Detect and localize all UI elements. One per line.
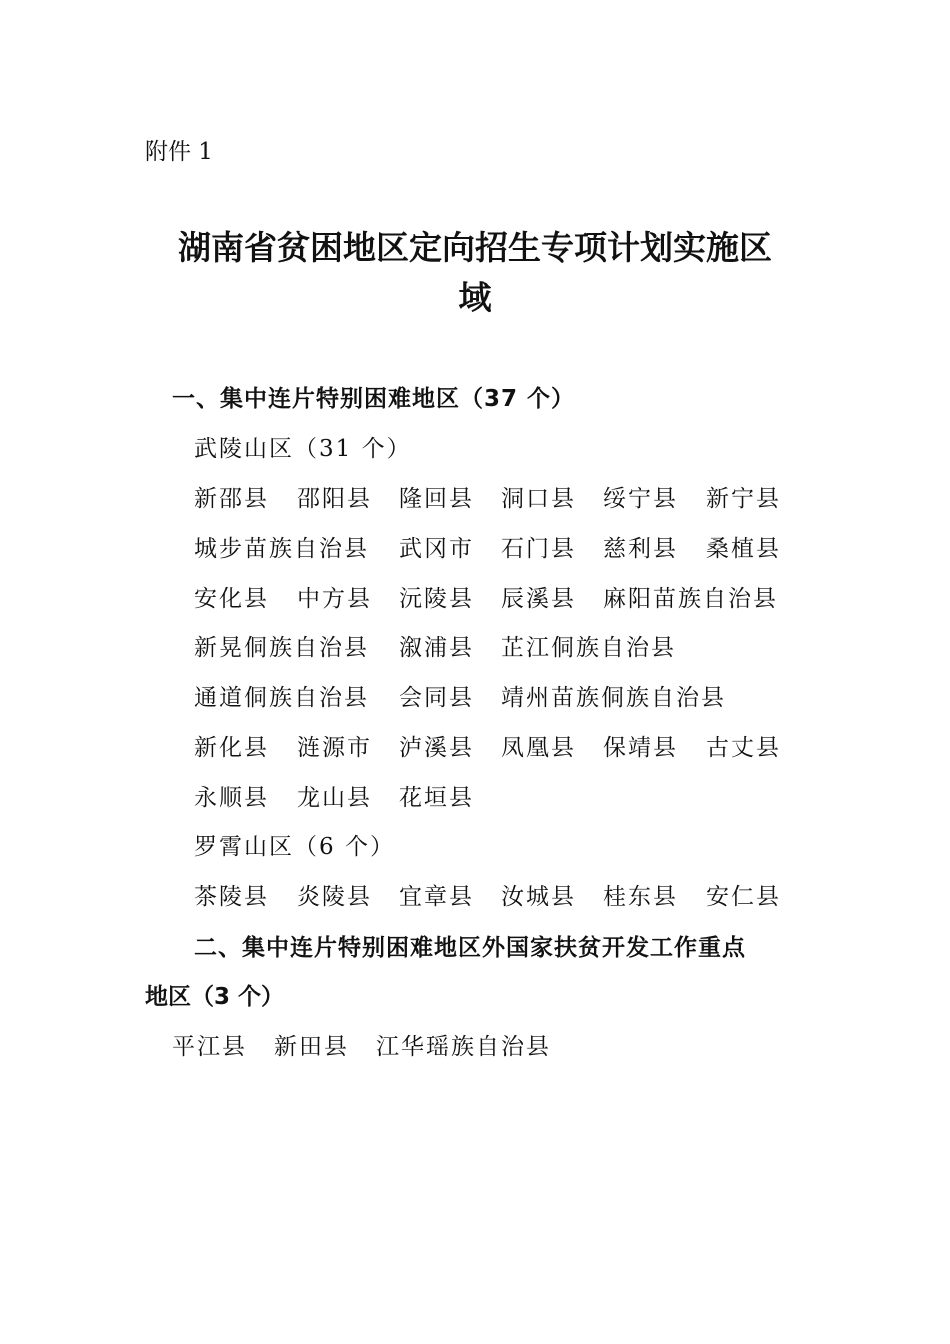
county-name: 通道侗族自治县 — [194, 685, 369, 712]
county-name: 凤凰县 — [501, 735, 576, 761]
county-name: 泸溪县 — [399, 735, 474, 761]
county-name: 辰溪县 — [501, 585, 576, 612]
county-name: 芷江侗族自治县 — [501, 635, 676, 662]
county-name: 绥宁县 — [603, 486, 678, 512]
page-title-line-1: 湖南省贫困地区定向招生专项计划实施区 — [178, 228, 772, 267]
county-name: 新邵县 — [194, 486, 269, 512]
county-name: 江华瑶族自治县 — [376, 1034, 551, 1060]
section-2-heading-line-2: 地区（3 个） — [145, 984, 285, 1010]
county-name: 新宁县 — [706, 486, 781, 512]
county-name: 石门县 — [501, 535, 576, 562]
county-name: 古丈县 — [706, 735, 781, 761]
county-name: 会同县 — [399, 685, 474, 712]
county-name: 宜章县 — [399, 884, 474, 910]
page-title-line-2: 域 — [458, 278, 492, 317]
county-name: 龙山县 — [297, 784, 372, 811]
county-name: 桂东县 — [603, 884, 678, 910]
county-name: 平江县 — [172, 1034, 247, 1060]
section-2-heading-line-1: 二、集中连片特别困难地区外国家扶贫开发工作重点 — [194, 935, 746, 961]
county-name: 城步苗族自治县 — [194, 535, 369, 562]
county-name: 汝城县 — [501, 884, 576, 910]
county-name: 炎陵县 — [297, 884, 372, 910]
county-name: 桑植县 — [706, 535, 781, 562]
county-name: 永顺县 — [194, 784, 269, 811]
county-name: 慈利县 — [603, 535, 678, 562]
county-name: 溆浦县 — [399, 635, 474, 662]
county-name: 洞口县 — [501, 486, 576, 512]
county-name: 沅陵县 — [399, 585, 474, 612]
county-name: 安化县 — [194, 585, 269, 612]
attachment-label: 附件 1 — [145, 139, 213, 165]
county-name: 新晃侗族自治县 — [194, 635, 369, 662]
county-name: 安仁县 — [706, 884, 781, 910]
county-name: 靖州苗族侗族自治县 — [501, 685, 726, 712]
county-name: 中方县 — [297, 585, 372, 612]
county-name: 保靖县 — [603, 735, 678, 761]
county-name: 麻阳苗族自治县 — [603, 585, 778, 612]
county-name: 茶陵县 — [194, 884, 269, 910]
luoxiao-region-label: 罗霄山区（6 个） — [194, 834, 395, 860]
county-name: 花垣县 — [399, 784, 474, 811]
county-name: 新化县 — [194, 735, 269, 761]
county-name: 武冈市 — [399, 535, 474, 562]
county-name: 涟源市 — [297, 735, 372, 761]
section-1-heading: 一、集中连片特别困难地区（37 个） — [172, 386, 576, 412]
county-name: 新田县 — [274, 1034, 349, 1060]
county-name: 邵阳县 — [297, 486, 372, 512]
wuling-region-label: 武陵山区（31 个） — [194, 436, 412, 462]
county-name: 隆回县 — [399, 486, 474, 512]
